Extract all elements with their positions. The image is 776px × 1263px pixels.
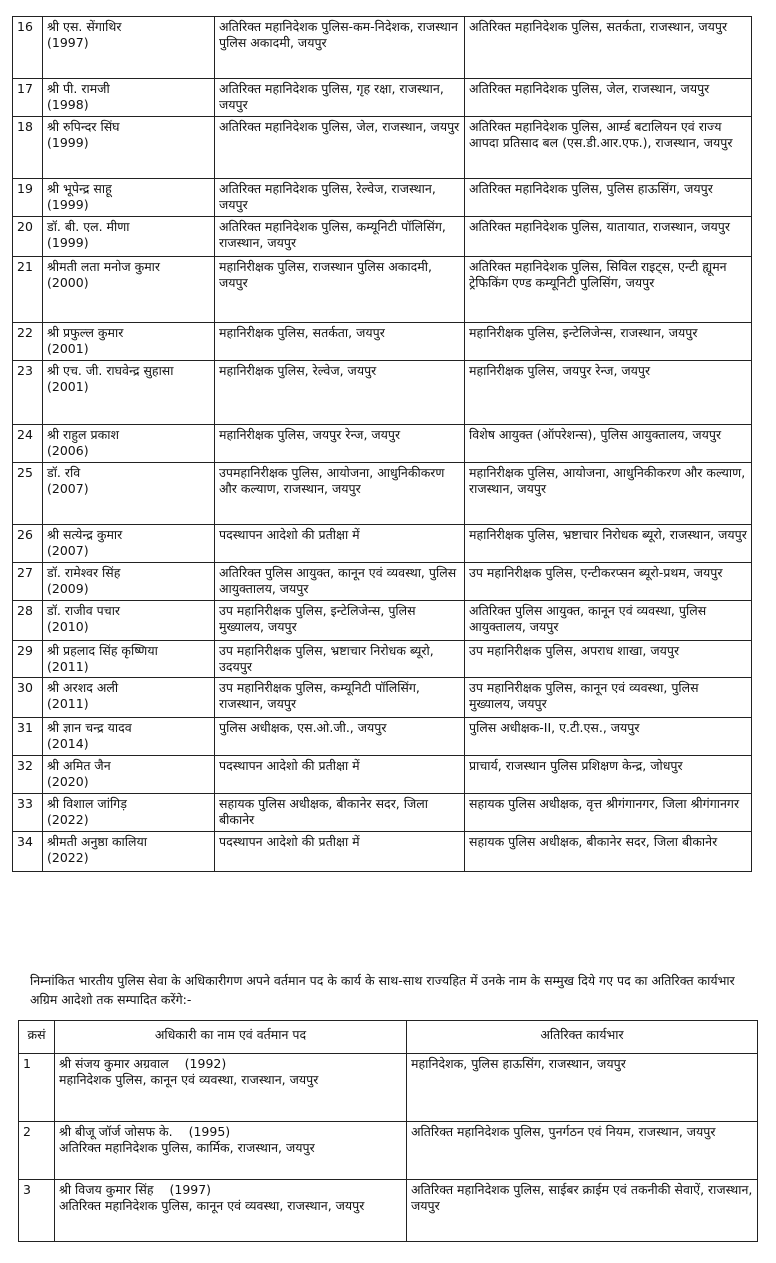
current-post: अतिरिक्त महानिदेशक पुलिस, कम्यूनिटी पॉलिसिंग, राजस्थान, जयपुर <box>215 217 465 257</box>
new-post: प्राचार्य, राजस्थान पुलिस प्रशिक्षण केन्द्र, जोधपुर <box>465 756 752 794</box>
officer-cell <box>55 1054 407 1122</box>
batch-year: (2022) <box>47 812 89 827</box>
table-row <box>13 794 752 832</box>
officer-name: श्री प्रहलाद सिंह कृष्णिया <box>47 643 158 658</box>
current-post: महानिदेशक पुलिस, कानून एवं व्यवस्था, राजस्थान, जयपुर <box>59 1072 319 1087</box>
table-row <box>13 79 752 117</box>
new-post: महानिरीक्षक पुलिस, आयोजना, आधुनिकीकरण और कल्याण, राजस्थान, जयपुर <box>465 463 752 525</box>
new-post: सहायक पुलिस अधीक्षक, बीकानेर सदर, जिला बीकानेर <box>465 832 752 872</box>
officer-name: डॉ. बी. एल. मीणा <box>47 219 130 234</box>
serial-number: 32 <box>13 756 43 794</box>
header-serial: क्रसं <box>19 1021 55 1054</box>
current-post: पुलिस अधीक्षक, एस.ओ.जी., जयपुर <box>215 718 465 756</box>
table-row <box>13 257 752 323</box>
table-row <box>13 361 752 425</box>
officer-name: डॉ. राजीव पचार <box>47 603 121 618</box>
officer-cell <box>43 563 215 601</box>
table-row <box>13 601 752 641</box>
serial-number: 24 <box>13 425 43 463</box>
officer-cell <box>43 79 215 117</box>
batch-year: (2022) <box>47 850 89 865</box>
new-post: अतिरिक्त महानिदेशक पुलिस, सतर्कता, राजस्थान, जयपुर <box>465 17 752 79</box>
serial-number: 29 <box>13 641 43 678</box>
batch-year: (2009) <box>47 581 89 596</box>
table-header-row <box>19 1021 758 1054</box>
additional-charge-table <box>18 1020 758 1242</box>
serial-number: 18 <box>13 117 43 179</box>
table-row <box>13 756 752 794</box>
serial-number: 21 <box>13 257 43 323</box>
current-post: महानिरीक्षक पुलिस, सतर्कता, जयपुर <box>215 323 465 361</box>
new-post: उप महानिरीक्षक पुलिस, कानून एवं व्यवस्था, पुलिस मुख्यालय, जयपुर <box>465 678 752 718</box>
new-post: विशेष आयुक्त (ऑपरेशन्स), पुलिस आयुक्तालय, जयपुर <box>465 425 752 463</box>
officer-cell <box>43 257 215 323</box>
new-post: पुलिस अधीक्षक-II, ए.टी.एस., जयपुर <box>465 718 752 756</box>
batch-year: (2000) <box>47 275 89 290</box>
officer-cell <box>55 1122 407 1180</box>
serial-number: 34 <box>13 832 43 872</box>
additional-charge: अतिरिक्त महानिदेशक पुलिस, साईबर क्राईम एवं तकनीकी सेवाऐं, राजस्थान, जयपुर <box>407 1180 758 1242</box>
serial-number: 31 <box>13 718 43 756</box>
current-post: उप महानिरीक्षक पुलिस, भ्रष्टाचार निरोधक ब्यूरो, उदयपुर <box>215 641 465 678</box>
officer-name: डॉ. रवि <box>47 465 81 480</box>
batch-year: (1999) <box>47 197 89 212</box>
transfer-table <box>12 16 752 872</box>
new-post: अतिरिक्त महानिदेशक पुलिस, पुलिस हाऊसिंग, जयपुर <box>465 179 752 217</box>
table-row <box>13 425 752 463</box>
serial-number: 20 <box>13 217 43 257</box>
current-post: अतिरिक्त महानिदेशक पुलिस, रेल्वेज, राजस्थान, जयपुर <box>215 179 465 217</box>
officer-cell <box>43 794 215 832</box>
current-post: महानिरीक्षक पुलिस, रेल्वेज, जयपुर <box>215 361 465 425</box>
officer-name: श्री राहुल प्रकाश <box>47 427 119 442</box>
batch-year: (2007) <box>47 543 89 558</box>
header-officer: अधिकारी का नाम एवं वर्तमान पद <box>55 1021 407 1054</box>
current-post: उपमहानिरीक्षक पुलिस, आयोजना, आधुनिकीकरण और कल्याण, राजस्थान, जयपुर <box>215 463 465 525</box>
officer-name: श्री भूपेन्द्र साहू <box>47 181 112 196</box>
officer-cell <box>43 718 215 756</box>
officer-name: श्री ज्ञान चन्द्र यादव <box>47 720 132 735</box>
serial-number: 30 <box>13 678 43 718</box>
serial-number: 23 <box>13 361 43 425</box>
serial-number: 19 <box>13 179 43 217</box>
officer-name: श्री पी. रामजी <box>47 81 110 96</box>
officer-name: श्रीमती अनुष्ठा कालिया <box>47 834 147 849</box>
batch-year: (2001) <box>47 341 89 356</box>
table-row <box>19 1054 758 1122</box>
table-row <box>13 179 752 217</box>
table-row <box>13 641 752 678</box>
new-post: महानिरीक्षक पुलिस, भ्रष्टाचार निरोधक ब्यूरो, राजस्थान, जयपुर <box>465 525 752 563</box>
table-row <box>13 117 752 179</box>
table-row <box>13 463 752 525</box>
batch-year: (2006) <box>47 443 89 458</box>
officer-cell <box>43 678 215 718</box>
batch-year: (2001) <box>47 379 89 394</box>
table-row <box>13 323 752 361</box>
table-row <box>13 832 752 872</box>
officer-cell <box>43 756 215 794</box>
officer-name: श्री एस. सेंगाथिर <box>47 19 122 34</box>
officer-cell <box>43 179 215 217</box>
table-row <box>19 1122 758 1180</box>
new-post: उप महानिरीक्षक पुलिस, अपराध शाखा, जयपुर <box>465 641 752 678</box>
current-post: महानिरीक्षक पुलिस, राजस्थान पुलिस अकादमी, जयपुर <box>215 257 465 323</box>
current-post: उप महानिरीक्षक पुलिस, कम्यूनिटी पॉलिसिंग, राजस्थान, जयपुर <box>215 678 465 718</box>
officer-cell <box>43 217 215 257</box>
officer-cell <box>43 641 215 678</box>
batch-year: (1999) <box>47 135 89 150</box>
officer-cell <box>43 323 215 361</box>
serial-number: 25 <box>13 463 43 525</box>
batch-year: (1999) <box>47 235 89 250</box>
batch-year: (2011) <box>47 659 89 674</box>
additional-charge: अतिरिक्त महानिदेशक पुलिस, पुनर्गठन एवं नियम, राजस्थान, जयपुर <box>407 1122 758 1180</box>
officer-cell <box>43 463 215 525</box>
officer-cell <box>43 17 215 79</box>
new-post: अतिरिक्त पुलिस आयुक्त, कानून एवं व्यवस्था, पुलिस आयुक्तालय, जयपुर <box>465 601 752 641</box>
current-post: उप महानिरीक्षक पुलिस, इन्टेलिजेन्स, पुलिस मुख्यालय, जयपुर <box>215 601 465 641</box>
serial-number: 2 <box>19 1122 55 1180</box>
new-post: अतिरिक्त महानिदेशक पुलिस, आर्म्ड बटालियन एवं राज्य आपदा प्रतिसाद बल (एस.डी.आर.एफ.), राजस्थान, जयपुर <box>465 117 752 179</box>
additional-charge-note: निम्नांकित भारतीय पुलिस सेवा के अधिकारीगण अपने वर्तमान पद के कार्य के साथ-साथ राज्यहित में उनके नाम के सम्मुख दिये गए पद का अतिरिक्त कार्यभार अग्रिम आदेशो तक सम्पादित करेंगे:- <box>30 973 735 1007</box>
new-post: उप महानिरीक्षक पुलिस, एन्टीकरप्सन ब्यूरो-प्रथम, जयपुर <box>465 563 752 601</box>
officer-name: श्री अमित जैन <box>47 758 111 773</box>
officer-name: श्री संजय कुमार अग्रवाल <box>59 1056 169 1071</box>
batch-year: (2014) <box>47 736 89 751</box>
table-row <box>13 217 752 257</box>
current-post: सहायक पुलिस अधीक्षक, बीकानेर सदर, जिला बीकानेर <box>215 794 465 832</box>
officer-cell <box>43 361 215 425</box>
new-post: महानिरीक्षक पुलिस, इन्टेलिजेन्स, राजस्थान, जयपुर <box>465 323 752 361</box>
table-row <box>13 678 752 718</box>
batch-year: (2020) <box>47 774 89 789</box>
serial-number: 3 <box>19 1180 55 1242</box>
serial-number: 16 <box>13 17 43 79</box>
officer-name: श्री अरशद अली <box>47 680 119 695</box>
current-post: अतिरिक्त महानिदेशक पुलिस, जेल, राजस्थान, जयपुर <box>215 117 465 179</box>
current-post: पदस्थापन आदेशो की प्रतीक्षा में <box>215 832 465 872</box>
table-row <box>13 563 752 601</box>
serial-number: 17 <box>13 79 43 117</box>
current-post: अतिरिक्त महानिदेशक पुलिस, गृह रक्षा, राजस्थान, जयपुर <box>215 79 465 117</box>
batch-year: (2011) <box>47 696 89 711</box>
batch-year: (2007) <box>47 481 89 496</box>
officer-name: डॉ. रामेश्वर सिंह <box>47 565 121 580</box>
table-row <box>13 525 752 563</box>
serial-number: 26 <box>13 525 43 563</box>
officer-cell <box>55 1180 407 1242</box>
batch-year: (1998) <box>47 97 89 112</box>
batch-year: (1997) <box>47 35 89 50</box>
batch-year: (1997) <box>169 1182 212 1197</box>
batch-year: (2010) <box>47 619 89 634</box>
serial-number: 22 <box>13 323 43 361</box>
new-post: अतिरिक्त महानिदेशक पुलिस, जेल, राजस्थान, जयपुर <box>465 79 752 117</box>
serial-number: 27 <box>13 563 43 601</box>
new-post: सहायक पुलिस अधीक्षक, वृत्त श्रीगंगानगर, जिला श्रीगंगानगर <box>465 794 752 832</box>
batch-year: (1995) <box>188 1124 231 1139</box>
officer-name: श्री प्रफुल्ल कुमार <box>47 325 124 340</box>
officer-name: श्री विशाल जांगिड़ <box>47 796 127 811</box>
officer-name: श्री रुपिन्दर सिंघ <box>47 119 120 134</box>
officer-name: श्री विजय कुमार सिंह <box>59 1182 154 1197</box>
current-post: अतिरिक्त पुलिस आयुक्त, कानून एवं व्यवस्था, पुलिस आयुक्तालय, जयपुर <box>215 563 465 601</box>
additional-charge: महानिदेशक, पुलिस हाऊसिंग, राजस्थान, जयपुर <box>407 1054 758 1122</box>
current-post: अतिरिक्त महानिदेशक पुलिस, कानून एवं व्यवस्था, राजस्थान, जयपुर <box>59 1198 365 1213</box>
serial-number: 1 <box>19 1054 55 1122</box>
new-post: महानिरीक्षक पुलिस, जयपुर रेन्ज, जयपुर <box>465 361 752 425</box>
officer-name: श्री बीजू जॉर्ज जोसफ के. <box>59 1124 173 1139</box>
table-row <box>13 17 752 79</box>
table-row <box>13 718 752 756</box>
current-post: महानिरीक्षक पुलिस, जयपुर रेन्ज, जयपुर <box>215 425 465 463</box>
new-post: अतिरिक्त महानिदेशक पुलिस, यातायात, राजस्थान, जयपुर <box>465 217 752 257</box>
current-post: पदस्थापन आदेशो की प्रतीक्षा में <box>215 756 465 794</box>
officer-name: श्रीमती लता मनोज कुमार <box>47 259 161 274</box>
officer-cell <box>43 425 215 463</box>
officer-name: श्री एच. जी. राघवेन्द्र सुहासा <box>47 363 174 378</box>
serial-number: 28 <box>13 601 43 641</box>
serial-number: 33 <box>13 794 43 832</box>
current-post: अतिरिक्त महानिदेशक पुलिस, कार्मिक, राजस्थान, जयपुर <box>59 1140 315 1155</box>
header-charge: अतिरिक्त कार्यभार <box>407 1021 758 1054</box>
table-row <box>19 1180 758 1242</box>
new-post: अतिरिक्त महानिदेशक पुलिस, सिविल राइट्स, एन्टी ह्यूमन ट्रेफिकिंग एण्ड कम्यूनिटी पुलिसिंग, जयपुर <box>465 257 752 323</box>
current-post: अतिरिक्त महानिदेशक पुलिस-कम-निदेशक, राजस्थान पुलिस अकादमी, जयपुर <box>215 17 465 79</box>
officer-cell <box>43 117 215 179</box>
officer-name: श्री सत्येन्द्र कुमार <box>47 527 123 542</box>
current-post: पदस्थापन आदेशो की प्रतीक्षा में <box>215 525 465 563</box>
officer-cell <box>43 601 215 641</box>
officer-cell <box>43 832 215 872</box>
officer-cell <box>43 525 215 563</box>
batch-year: (1992) <box>184 1056 227 1071</box>
